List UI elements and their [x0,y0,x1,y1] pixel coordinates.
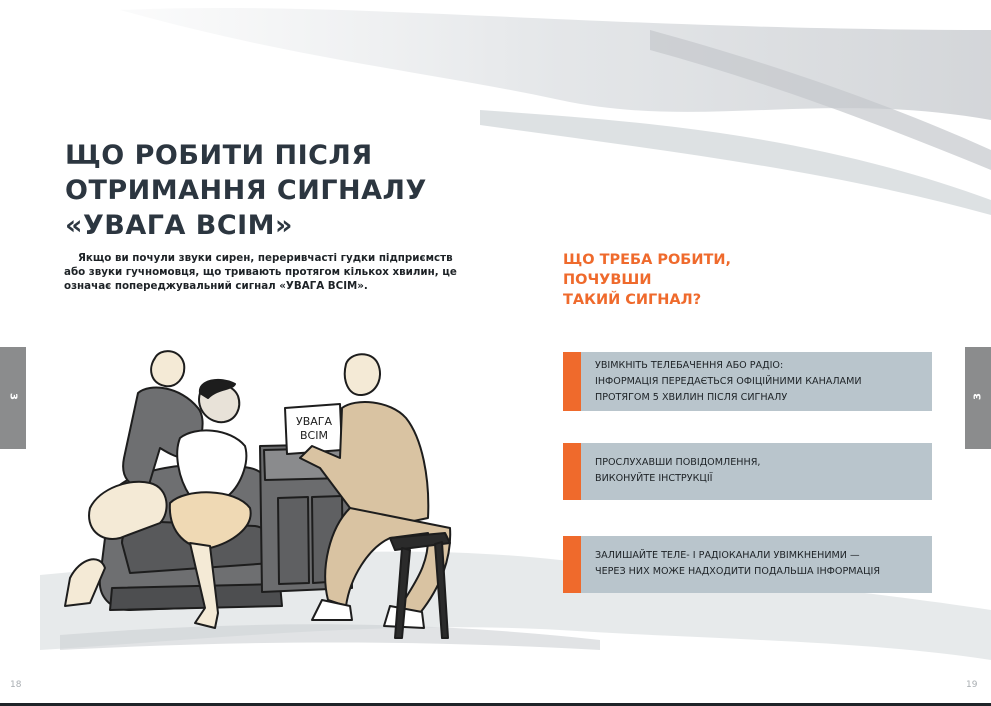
side-tab-label: 3 [972,393,984,400]
question-line: ПОЧУВШИ [563,272,652,288]
question-line: ТАКИЙ СИГНАЛ? [563,292,702,308]
step-line: ВИКОНУЙТЕ ІНСТРУКЦІЇ [595,473,713,484]
step-line: ЗАЛИШАЙТЕ ТЕЛЕ- І РАДІОКАНАЛИ УВІМКНЕНИМИ — [595,550,860,561]
step-accent-bar [563,443,581,500]
side-tab-left [0,347,26,449]
sign-text: УВАГА [295,415,333,428]
step-card [563,443,932,500]
page-number-left: 18 [10,680,22,690]
step-line: ІНФОРМАЦІЯ ПЕРЕДАЄТЬСЯ ОФІЦІЙНИМИ КАНАЛАМИ [595,376,862,387]
step-text [595,548,926,580]
title-line: ЩО РОБИТИ ПІСЛЯ [65,140,373,171]
family-listening-radio-illustration [50,338,470,643]
step-line: ЧЕРЕЗ НИХ МОЖЕ НАДХОДИТИ ПОДАЛЬША ІНФОРМАЦІЯ [595,566,881,577]
step-accent-bar [563,536,581,593]
side-tab-right [965,347,991,449]
step-line: ПРОСЛУХАВШИ ПОВІДОМЛЕННЯ, [595,457,761,468]
step-text [595,455,926,487]
intro-paragraph: Якщо ви почули звуки сирен, переривчасті гудки підприємств або звуки гучномовця, що тривають протягом кількох хвилин, це означає попереджувальний сигнал «УВАГА ВСІМ». [64,252,457,292]
sign-text: ВСІМ [300,429,328,442]
side-tab-label: 3 [7,393,19,400]
page-number-right: 19 [966,680,978,690]
question-line: ЩО ТРЕБА РОБИТИ, [563,252,732,268]
step-card [563,536,932,593]
step-line: УВІМКНІТЬ ТЕЛЕБАЧЕННЯ АБО РАДІО: [595,360,784,371]
title-line: ОТРИМАННЯ СИГНАЛУ [65,175,427,206]
step-text [595,358,926,406]
step-accent-bar [563,352,581,411]
step-card [563,352,932,411]
page-title [65,138,485,243]
title-line: «УВАГА ВСІМ» [65,210,293,241]
step-line: ПРОТЯГОМ 5 ХВИЛИН ПІСЛЯ СИГНАЛУ [595,392,788,403]
section-question [563,250,863,310]
